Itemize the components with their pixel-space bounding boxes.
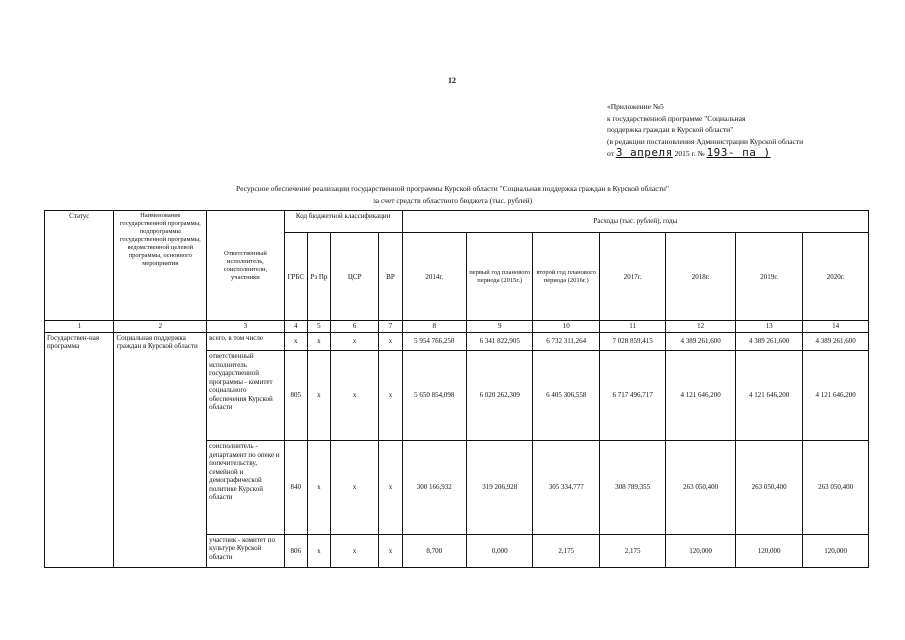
header-csr: ЦСР xyxy=(331,233,379,321)
value-cell: 6 405 306,558 xyxy=(533,351,599,441)
value-cell: 0,000 xyxy=(466,534,532,567)
col-number: 6 xyxy=(331,321,379,333)
value-cell: 5 954 766,250 xyxy=(402,332,466,350)
value-cell: 120,000 xyxy=(803,534,869,567)
resource-table xyxy=(44,210,869,568)
handwritten-date: 3 апреля xyxy=(615,146,673,159)
document-title: Ресурсное обеспечение реализации государственной программы Курской области "Социальная поддержка граждан в Курской области" xyxy=(236,184,669,193)
col-number: 2 xyxy=(114,321,207,333)
col-number: 10 xyxy=(533,321,599,333)
header-year-2020: 2020г. xyxy=(803,233,869,321)
date-prefix: от xyxy=(607,149,614,158)
header-year-2017: 2017г. xyxy=(599,233,665,321)
value-cell: 319 206,928 xyxy=(466,441,532,534)
header-budget-code: Код бюджетной классификации xyxy=(284,211,402,233)
col-number: 1 xyxy=(45,321,114,333)
document-subtitle: за счет средств областного бюджета (тыс. рублей) xyxy=(372,196,533,205)
value-cell: 4 121 646,200 xyxy=(666,351,735,441)
header-year-2018: 2018г. xyxy=(666,233,735,321)
value-cell: 120,000 xyxy=(666,534,735,567)
page-number: 12 xyxy=(448,76,456,85)
vr-cell: x xyxy=(379,351,402,441)
value-cell: 2,175 xyxy=(533,534,599,567)
header-status: Статус xyxy=(45,211,114,321)
value-cell: 4 389 261,600 xyxy=(803,332,869,350)
date-year: 2015 г. № xyxy=(674,149,705,158)
header-rzpr: Рз Пр xyxy=(307,233,330,321)
handwritten-number: 193- па ) xyxy=(706,146,771,159)
value-cell: 6 717 496,717 xyxy=(599,351,665,441)
grbs-cell: 805 xyxy=(284,351,307,441)
status-cell: Государствен-ная программа xyxy=(45,332,114,567)
rzpr-cell: x xyxy=(307,441,330,534)
csr-cell: x xyxy=(331,441,379,534)
appendix-date-line xyxy=(607,147,867,160)
csr-cell: x xyxy=(331,332,379,350)
value-cell: 4 121 646,200 xyxy=(735,351,802,441)
program-name-cell: Социальная поддержка граждан в Курской области xyxy=(114,332,207,567)
col-number: 7 xyxy=(379,321,402,333)
col-number: 12 xyxy=(666,321,735,333)
value-cell: 4 389 261,600 xyxy=(735,332,802,350)
header-vr: ВР xyxy=(379,233,402,321)
appendix-line-2: к государственной программе "Социальная xyxy=(607,113,746,123)
executor-cell: соисполнитель - департамент по опеке и попечительству, семейной и демографической политике Курской области xyxy=(207,441,285,534)
value-cell: 2,175 xyxy=(599,534,665,567)
vr-cell: x xyxy=(379,332,402,350)
grbs-cell: x xyxy=(284,332,307,350)
col-number: 5 xyxy=(307,321,330,333)
table-row xyxy=(45,332,869,350)
col-number: 4 xyxy=(284,321,307,333)
col-number: 11 xyxy=(599,321,665,333)
header-year-2014: 2014г. xyxy=(402,233,466,321)
rzpr-cell: x xyxy=(307,534,330,567)
col-number: 14 xyxy=(803,321,869,333)
vr-cell: x xyxy=(379,441,402,534)
appendix-line-1: «Приложение №5 xyxy=(607,102,664,111)
csr-cell: x xyxy=(331,351,379,441)
rzpr-cell: x xyxy=(307,351,330,441)
col-number: 9 xyxy=(466,321,532,333)
value-cell: 263 050,400 xyxy=(735,441,802,534)
value-cell: 305 334,777 xyxy=(533,441,599,534)
value-cell: 6 020 262,309 xyxy=(466,351,532,441)
executor-cell: всего, в том числе xyxy=(207,332,285,350)
value-cell: 4 121 646,200 xyxy=(803,351,869,441)
col-number: 3 xyxy=(207,321,285,333)
header-expenses: Расходы (тыс. рублей), годы xyxy=(402,211,868,233)
appendix-line-3: поддержка граждан в Курской области" xyxy=(607,125,734,134)
value-cell: 5 650 854,098 xyxy=(402,351,466,441)
header-name: Наименование государственной программы, подпрограммы государственной программы, ведомственной целевой программы, основного мероприятия xyxy=(114,211,207,321)
value-cell: 263 050,400 xyxy=(666,441,735,534)
csr-cell: x xyxy=(331,534,379,567)
vr-cell: x xyxy=(379,534,402,567)
col-number: 8 xyxy=(402,321,466,333)
header-year-2015: первый год планового периода (2015г.) xyxy=(466,233,532,321)
header-year-2016: второй год планового периода (2016г.) xyxy=(533,233,599,321)
value-cell: 4 389 261,600 xyxy=(666,332,735,350)
appendix-line-4: (в редакции постановления Администрации Курской области xyxy=(607,136,804,146)
value-cell: 6 341 822,905 xyxy=(466,332,532,350)
executor-cell: ответственный исполнитель государственной программы - комитет социального обеспечения Курской области xyxy=(207,351,285,441)
value-cell: 308 789,355 xyxy=(599,441,665,534)
header-executor: Ответственный исполнитель, соисполнители, участники xyxy=(207,211,285,321)
value-cell: 300 166,932 xyxy=(402,441,466,534)
value-cell: 120,000 xyxy=(735,534,802,567)
value-cell: 7 028 859,415 xyxy=(599,332,665,350)
value-cell: 263 050,400 xyxy=(803,441,869,534)
value-cell: 8,700 xyxy=(402,534,466,567)
header-year-2019: 2019г. xyxy=(735,233,802,321)
grbs-cell: 840 xyxy=(284,441,307,534)
header-grbs: ГРБС xyxy=(284,233,307,321)
value-cell: 6 732 311,264 xyxy=(533,332,599,350)
appendix-header xyxy=(607,101,867,160)
col-number: 13 xyxy=(735,321,802,333)
executor-cell: участник - комитет по культуре Курской области xyxy=(207,534,285,567)
rzpr-cell: x xyxy=(307,332,330,350)
grbs-cell: 806 xyxy=(284,534,307,567)
